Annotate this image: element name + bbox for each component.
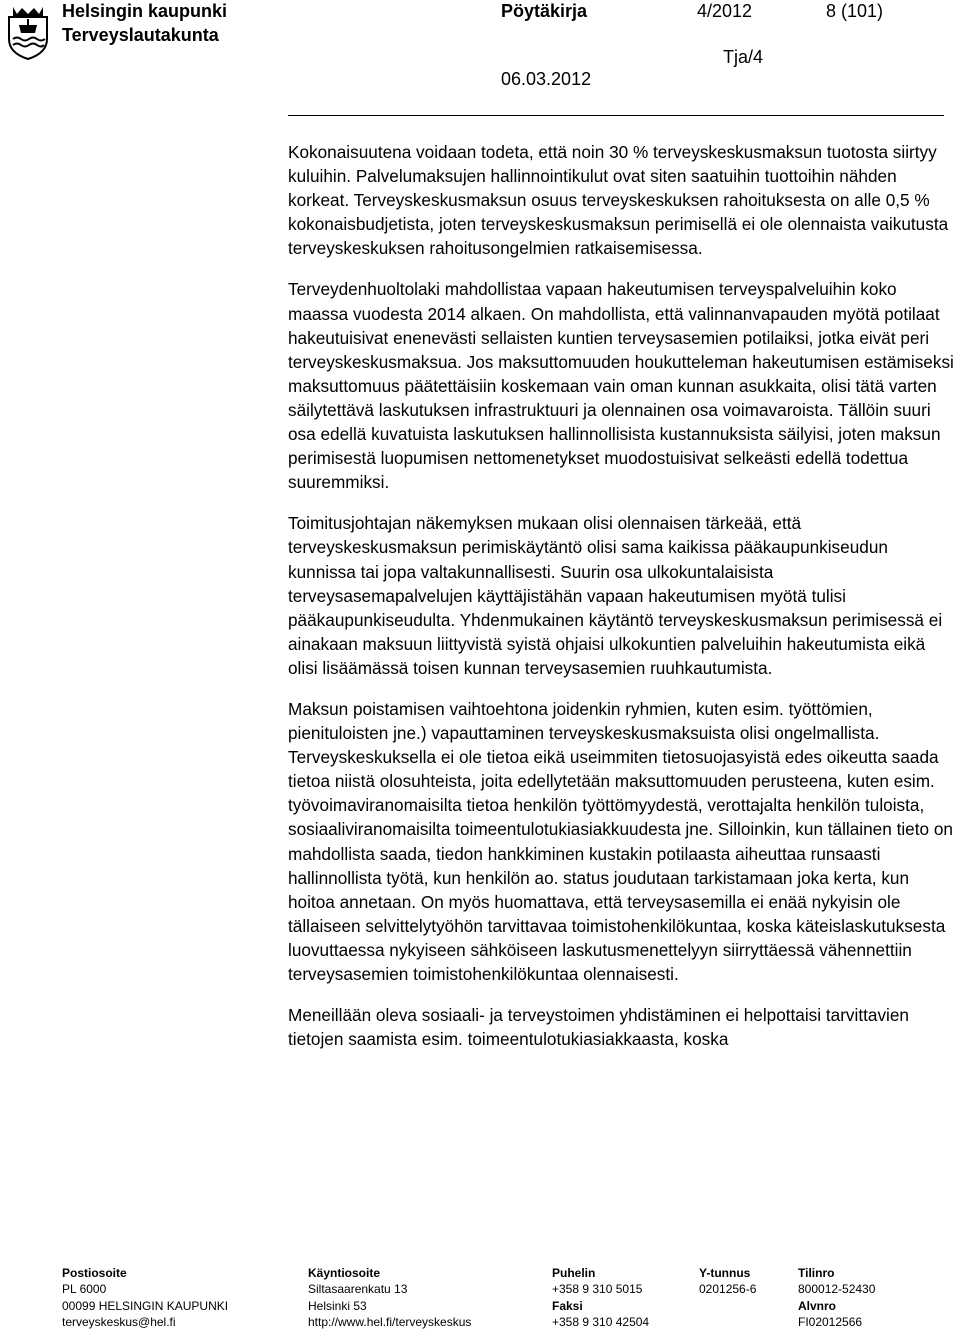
footer-value: +358 9 310 42504: [552, 1314, 650, 1329]
footer-postal-address: [62, 1265, 228, 1330]
footer-value: FI02012566: [798, 1314, 863, 1329]
body-paragraph: Maksun poistamisen vaihtoehtona joidenkin ryhmien, kuten esim. työttömien, pienituloisten jne.) vapauttaminen terveyskeskusmaksuista olisi ongelmallista. Terveyskeskuksella ei ole tietoa eikä useimmiten tietosuojasyistä edes oikeutta saada tietoa niistä olosuhteista, joita edellytetään maksuttomuuden perusteena, kuten esim. työvoimaviranomaisilta tietoa henkilön työttömyydestä, verottajalta henkilön tuloista, sosiaaliviranomaisilta toimeentulotukiasiakkuudesta jne. Silloinkin, kun tällainen tieto on mahdollista saada, tiedon hankkiminen kustakin potilaasta aiheuttaa runsaasti hallinnollista työtä, kun henkilön ao. status joudutaan tarkistamaan joka kerta, kun hoitoa annetaan. On myös huomattava, että terveysasemilla ei enää nykyisin ole tällaiseen selvittelytyöhön tarvittavaa toimistohenkilökuntaa, koska käteislaskutuksesta luovuttaessa nykyiseen sähköiseen laskutusmenettelyyn siirryttäessä vähennettiin terveysasemien toimistohenkilökuntaa olennaisesti.: [288, 698, 953, 984]
footer-value: Siltasaarenkatu 13: [308, 1282, 408, 1297]
footer-value: PL 6000: [62, 1282, 107, 1297]
page-number: 8 (101): [826, 1, 884, 21]
footer-label: Y-tunnus: [699, 1266, 751, 1280]
footer-value: 0201256-6: [699, 1282, 757, 1297]
footer-label: Käyntiosoite: [308, 1266, 381, 1280]
footer-account: [798, 1265, 875, 1330]
document-type: Pöytäkirja: [501, 1, 588, 21]
helsinki-crest-logo: [5, 3, 51, 61]
footer-label: Faksi: [552, 1298, 583, 1313]
body-paragraph: Toimitusjohtajan näkemyksen mukaan olisi olennaisen tärkeää, että terveyskeskusmaksun perimiskäytäntö olisi sama kaikissa pääkaupunkiseudun kunnissa tai jopa valtakunnallisesti. Suurin osa ulkokuntalaisista terveysasemapalvelujen käyttäjistähän vapaan hakeutumisen myötä tulisi pääkaupunkiseudulta. Yhdenmukainen käytäntö terveyskeskusmaksun perimisessä ei ainakaan maksuun liittyvistä syistä ohjaisi ulkokuntien palveluihin hakeutumista eikä olisi lisäämässä toisen kunnan terveysasemien ruuhkautumista.: [288, 513, 943, 678]
footer-label: Tilinro: [798, 1266, 835, 1280]
footer-value: 800012-52430: [798, 1282, 876, 1297]
footer-email-link[interactable]: terveyskeskus@hel.fi: [62, 1314, 176, 1329]
body-paragraph: Kokonaisuutena voidaan todeta, että noin 30 % terveyskeskusmaksun tuotosta siirtyy kuluihin. Palvelumaksujen hallinnointikulut ovat siten saatuihin tuottoihin nähden korkeat. Terveyskeskusmaksun osuus terveyskeskuksen rahoituksesta on alle 0,5 % kokonaisbudjetista, joten terveyskeskusmaksun perimisellä ei ole olennaista vaikutusta terveyskeskuksen rahoitusongelmien ratkaisemisessa.: [288, 142, 949, 259]
footer-website-link[interactable]: http://www.hel.fi/terveyskeskus: [308, 1314, 472, 1329]
header-divider: [288, 115, 944, 116]
meeting-date: 06.03.2012: [501, 69, 592, 89]
body-paragraph: Meneillään oleva sosiaali- ja terveystoimen yhdistäminen ei helpottaisi tarvittavien tietojen saamista esim. toimeentulotukiasiakkaasta, koska: [288, 1005, 909, 1050]
document-number: 4/2012: [697, 1, 753, 21]
footer-value: 00099 HELSINGIN KAUPUNKI: [62, 1298, 229, 1313]
footer-label: Alvnro: [798, 1298, 837, 1313]
footer-phone: [552, 1265, 649, 1330]
section-code: Tja/4: [723, 47, 764, 67]
footer-value: +358 9 310 5015: [552, 1282, 643, 1297]
organization-name: Helsingin kaupunki: [62, 1, 228, 21]
footer-visit-address: [308, 1265, 471, 1330]
document-body: [288, 140, 956, 1068]
footer-business-id: [699, 1265, 756, 1298]
body-paragraph: Terveydenhuoltolaki mahdollistaa vapaan hakeutumisen terveyspalveluihin koko maassa vuodesta 2014 alkaen. On mahdollista, että valinnanvapauden myötä potilaat hakeutuisivat enenevästi sellaisten kuntien terveysasemien potilaiksi, jotka eivät peri terveyskeskusmaksua. Jos maksuttomuuden houkutteleman hakeutumisen estämiseksi maksuttomuus päätettäisiin koskemaan vain oman kunnan asukkaita, olisi tätä varten säilytettävä laskutuksen infrastruktuuri ja olennainen osa voimavaroista. Tällöin suuri osa edellä kuvatuista laskutuksen hallinnollisista kustannuksista säilyisi, joten maksun perimisestä luopumisen nettomenetykset muodostuisivat selkeästi edellä todettua suuremmiksi.: [288, 279, 954, 493]
committee-name: Terveyslautakunta: [62, 25, 219, 45]
footer-value: Helsinki 53: [308, 1298, 367, 1313]
footer-label: Puhelin: [552, 1266, 596, 1280]
footer-label: Postiosoite: [62, 1266, 127, 1280]
page-footer: [62, 1265, 952, 1333]
